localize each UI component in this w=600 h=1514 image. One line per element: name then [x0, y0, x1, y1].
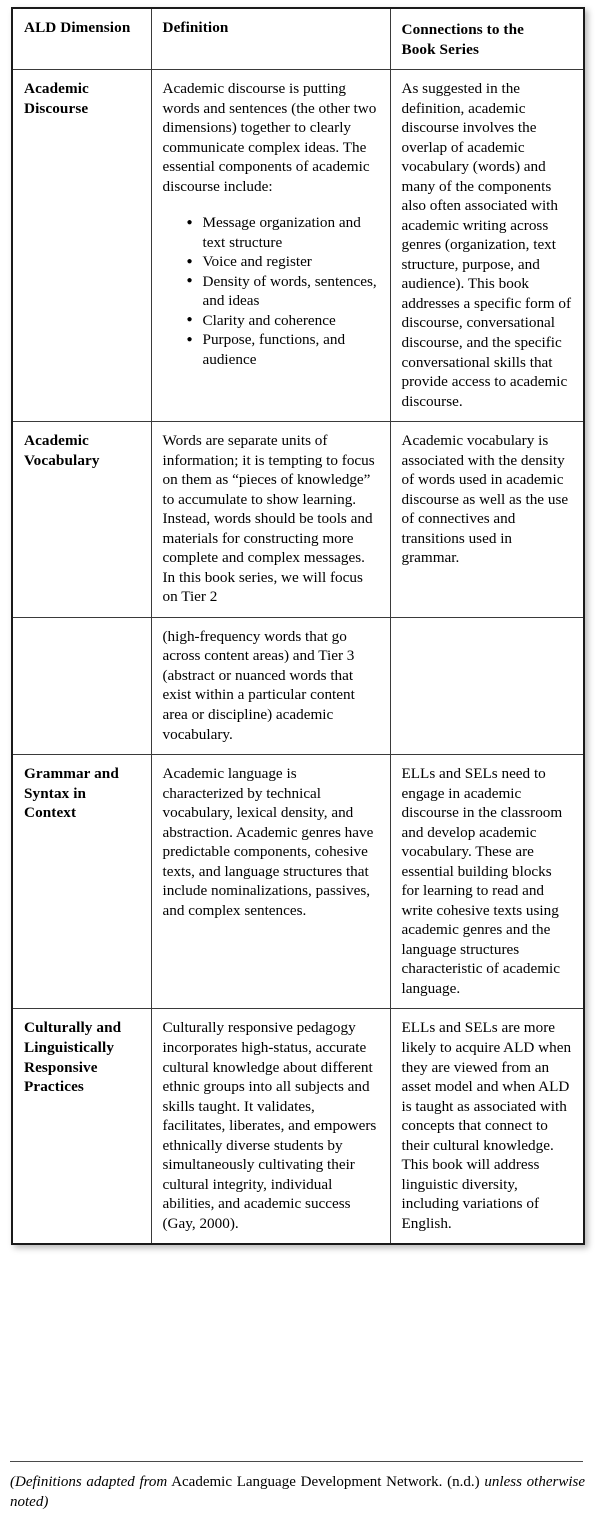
cell-dimension: Grammar and Syntax in Context [12, 755, 151, 1009]
column-header-connections [390, 8, 584, 70]
connection-paragraph: As suggested in the definition, academic discourse involves the overlap of academic vocabulary (words) and many of the components also often associated with academic writing across genres (organization, text structure, purpose, and audience). This book addresses a specific form of discourse, conversational discourse, and the specific conversational skills that provide access to academic discourse. [401, 80, 572, 410]
cell-connection [390, 1009, 584, 1244]
cell-connection [390, 70, 584, 422]
cell-connection [390, 617, 584, 754]
cell-definition [151, 422, 390, 618]
cell-dimension: Culturally and Linguistically Responsive Practices [12, 1009, 151, 1244]
ald-table-container [11, 7, 583, 1245]
definition-paragraph: Words are separate units of information; it is tempting to focus on them as “pieces of knowledge” to accumulate to show learning. Instead, words should be tools and materials for constructing more complete and complex messages. In this book series, we will focus on Tier 2 [162, 432, 375, 606]
cell-definition [151, 617, 390, 754]
definition-paragraph: Academic language is characterized by technical vocabulary, lexical density, and abstraction. Academic genres have predictable components, cohesive texts, and language structures that include nominalizations, passives, and complex sentences. [162, 765, 374, 919]
footnote-italic-tail: unless otherwise noted) [10, 1474, 585, 1510]
footnote-divider [10, 1461, 583, 1462]
connection-paragraph: Academic vocabulary is associated with the density of words used in academic discourse as well as the use of connectives and transitions used in grammar. [401, 432, 569, 567]
column-header-ald-dimension: ALD Dimension [12, 8, 151, 70]
table-row [12, 755, 584, 1009]
ald-dimensions-table [11, 7, 585, 1245]
list-item: ● Message organization and text structure [189, 213, 380, 252]
table-row [12, 1009, 584, 1244]
column-header-connections-line2: Book Series [401, 40, 479, 58]
table-row [12, 70, 584, 422]
table-row [12, 422, 584, 618]
cell-definition [151, 70, 390, 422]
column-header-connections-line1: Connections to the [401, 21, 524, 38]
connection-paragraph: ELLs and SELs are more likely to acquire ALD when they are viewed from an asset model and when ALD is taught as associated with concepts that connect to their cultural knowledge. This book will address linguistic diversity, including variations of English. [401, 1019, 572, 1232]
cell-connection [390, 422, 584, 618]
table-body [12, 70, 584, 1245]
connection-paragraph: ELLs and SELs need to engage in academic discourse in the classroom and develop academic vocabulary. These are essential building blocks for learning to read and write cohesive texts using academic genres and the language structures characteristic of academic language. [401, 765, 563, 997]
footnote-source-name: Academic Language Development Network. (n.d.) [171, 1474, 480, 1490]
definition-paragraph: Culturally responsive pedagogy incorporates high-status, accurate cultural knowledge about different ethnic groups into all subjects and skills taught. It validates, facilitates, liberates, and empowers ethnically diverse students by simultaneously cultivating their cultural integrity, individual abilities, and academic success (Gay, 2000). [162, 1019, 377, 1232]
list-item: ● Voice and register [189, 252, 380, 272]
list-item: ● Density of words, sentences, and ideas [189, 272, 380, 311]
definition-paragraph: (high-frequency words that go across content areas) and Tier 3 (abstract or nuanced words that exist within a particular content area or discipline) academic vocabulary. [162, 627, 355, 743]
cell-dimension [12, 617, 151, 754]
cell-dimension: Academic Discourse [12, 70, 151, 422]
column-header-definition: Definition [151, 8, 390, 70]
footnote-italic-lead: (Definitions adapted from [10, 1474, 168, 1490]
cell-definition [151, 755, 390, 1009]
definition-paragraph: Academic discourse is putting words and sentences (the other two dimensions) together to clearly communicate complex ideas. The essential components of academic discourse include: [162, 80, 377, 195]
cell-connection [390, 755, 584, 1009]
table-header [12, 8, 584, 70]
cell-definition [151, 1009, 390, 1244]
cell-dimension: Academic Vocabulary [12, 422, 151, 618]
list-item: ● Clarity and coherence [189, 311, 380, 331]
table-row [12, 617, 584, 754]
table-header-row [12, 8, 584, 70]
list-item: ● Purpose, functions, and audience [189, 330, 380, 369]
footnote-source-note [10, 1473, 585, 1513]
definition-bullet-list [163, 213, 380, 369]
